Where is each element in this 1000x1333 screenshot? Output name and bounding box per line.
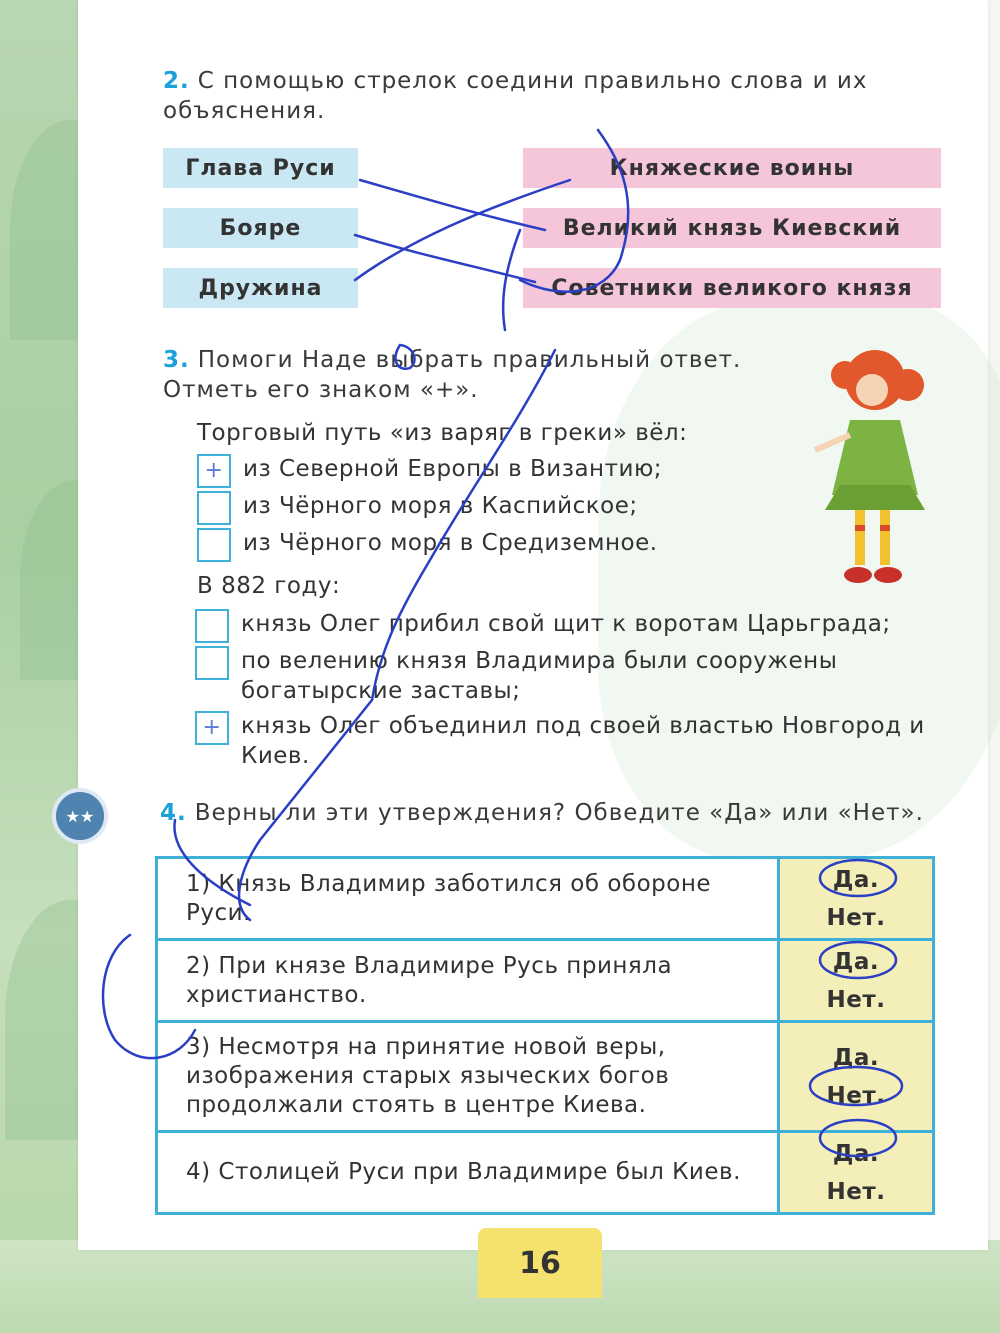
statement-1: 1) Князь Владимир заботился об обороне Руси. [157,858,779,940]
option-1-2-text: из Чёрного моря в Каспийское; [243,493,638,519]
option-2-2-text: по велению князя Владимира были сооружены богатырские заставы; [241,648,838,704]
task-3-number: 3. [163,347,190,373]
task-3-text-line1: Помоги Наде выбрать правильный ответ. [197,347,742,373]
task-3-text-line2: Отметь его знаком «+». [163,377,479,403]
statement-3: 3) Несмотря на принятие новой веры, изображения старых языческих богов продолжали стоять в центре Киева. [157,1022,779,1132]
task-2-title [163,66,943,126]
answer-2-yes[interactable]: Да. [832,948,880,975]
statements-table [155,856,935,1215]
statement-2: 2) При князе Владимире Русь приняла христианство. [157,940,779,1022]
answer-4-yes[interactable]: Да. [832,1140,880,1167]
term-box-1[interactable] [163,148,358,188]
option-1-3-text: из Чёрного моря в Средиземное. [243,530,658,556]
answer-cell-4 [779,1132,934,1214]
option-1-2[interactable] [197,491,943,525]
definition-box-2[interactable] [523,208,941,248]
answer-3-yes[interactable]: Да. [832,1044,880,1071]
task-2-text: С помощью стрелок соедини правильно слова и их объяснения. [163,68,868,124]
definition-box-3[interactable] [523,268,941,308]
difficulty-stars-icon: ★★ [52,788,108,844]
answer-3-no[interactable]: Нет. [826,1082,886,1109]
definition-1-label: Княжеские воины [609,155,855,181]
table-row [157,858,934,940]
table-row [157,1132,934,1214]
task-3-title [163,345,803,405]
page-number: 16 [478,1228,602,1298]
option-2-1-text: князь Олег прибил свой щит к воротам Царьграда; [241,611,891,637]
option-2-1[interactable] [195,609,941,643]
option-2-2-checkbox[interactable] [195,646,229,680]
table-row [157,1022,934,1132]
answer-2-no[interactable]: Нет. [826,986,886,1013]
option-2-1-checkbox[interactable] [195,609,229,643]
term-box-2[interactable] [163,208,358,248]
option-2-2[interactable] [195,646,941,706]
answer-cell-3 [779,1022,934,1132]
option-2-3[interactable] [195,711,941,771]
answer-cell-1 [779,858,934,940]
task-4-title [160,798,940,828]
option-1-3-checkbox[interactable] [197,528,231,562]
question-2-heading: В 882 году: [197,573,341,599]
option-1-2-checkbox[interactable] [197,491,231,525]
option-2-3-checkbox[interactable]: + [195,711,229,745]
answer-1-no[interactable]: Нет. [826,904,886,931]
option-1-1-text: из Северной Европы в Византию; [243,456,663,482]
option-2-3-text: князь Олег объединил под своей властью Новгород и Киев. [241,713,925,769]
definition-box-1[interactable] [523,148,941,188]
option-1-1[interactable] [197,454,943,488]
task-4-text: Верны ли эти утверждения? Обведите «Да» или «Нет». [194,800,924,826]
answer-4-no[interactable]: Нет. [826,1178,886,1205]
answer-cell-2 [779,940,934,1022]
task-2-number: 2. [163,68,190,94]
term-2-label: Бояре [219,215,302,241]
answer-1-yes[interactable]: Да. [832,866,880,893]
term-1-label: Глава Руси [185,155,336,181]
option-1-3[interactable] [197,528,943,562]
question-1-heading: Торговый путь «из варяг в греки» вёл: [197,420,688,446]
definition-3-label: Советники великого князя [551,275,913,301]
term-box-3[interactable] [163,268,358,308]
term-3-label: Дружина [198,275,323,301]
definition-2-label: Великий князь Киевский [562,215,902,241]
option-1-1-checkbox[interactable]: + [197,454,231,488]
statement-4: 4) Столицей Руси при Владимире был Киев. [157,1132,779,1214]
task-4-number: 4. [160,800,187,826]
table-row [157,940,934,1022]
